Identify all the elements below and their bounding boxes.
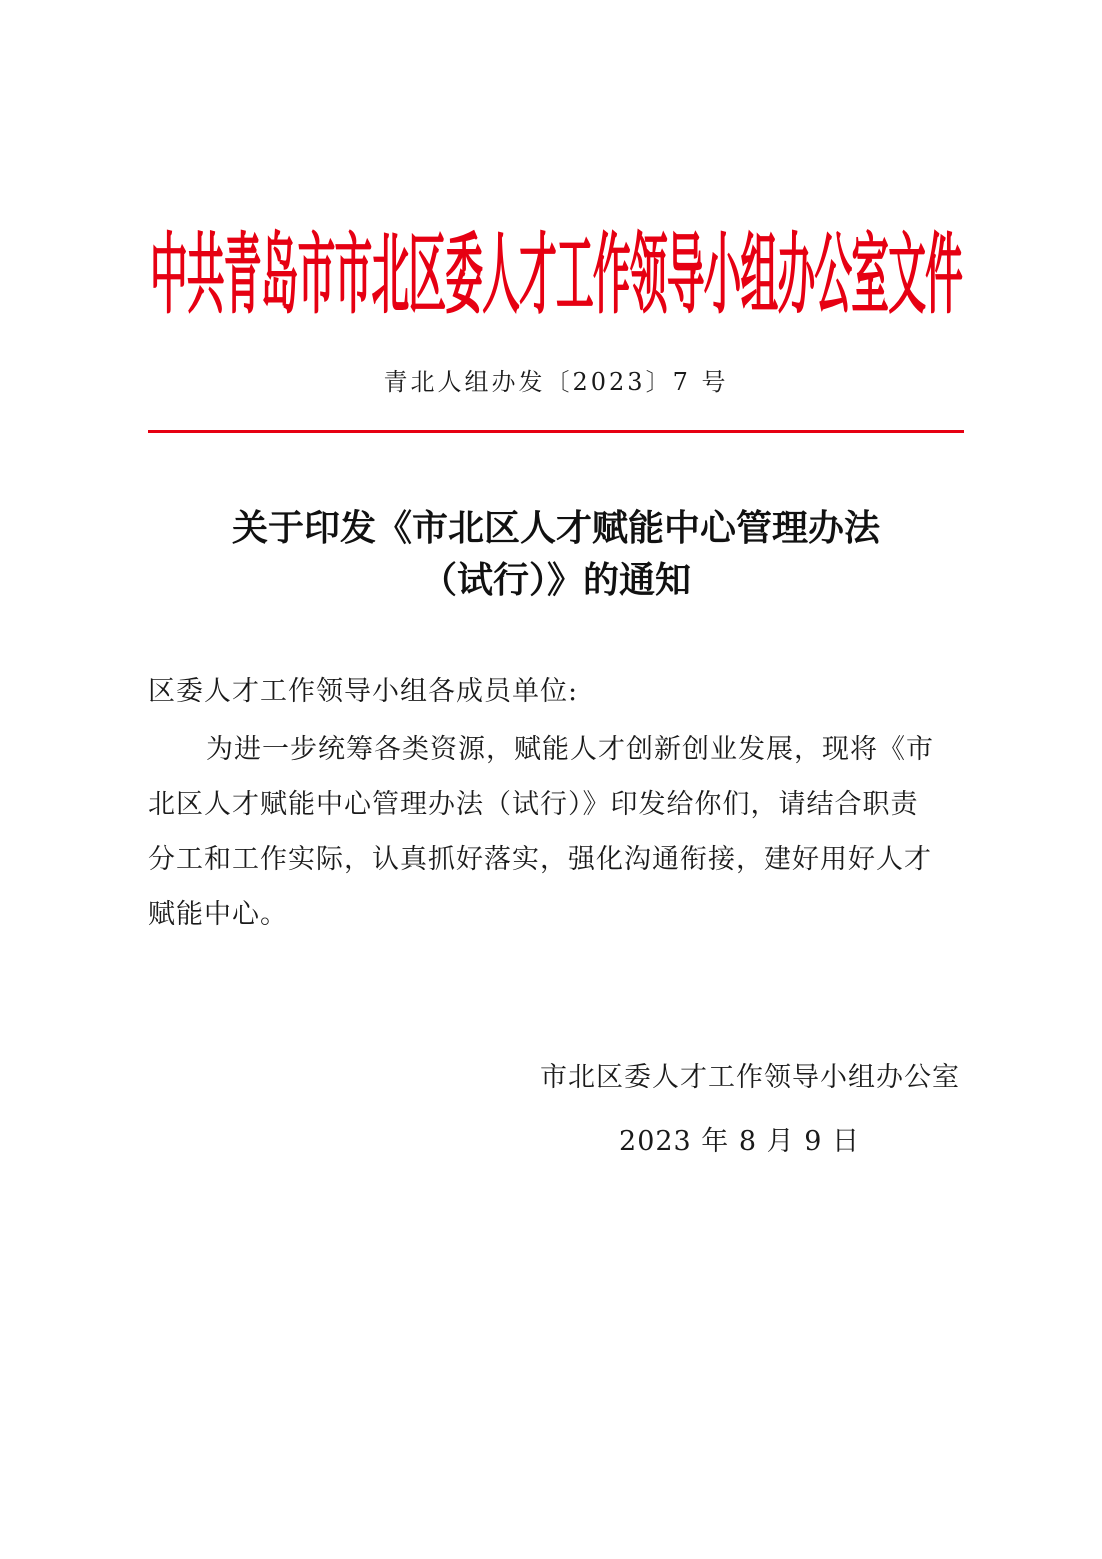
body-line-3: 分工和工作实际，认真抓好落实，强化沟通衔接，建好用好人才 — [148, 844, 932, 875]
document-number: 青北人组办发〔2023〕7 号 — [383, 368, 729, 396]
title-line-2: （试行）》的通知 — [420, 559, 691, 601]
red-masthead — [148, 212, 964, 322]
salutation: 区委人才工作领导小组各成员单位: — [148, 676, 579, 707]
body-paragraph — [148, 722, 964, 942]
masthead-title: 中共青岛市市北区委人才工作领导小组办公室文件 — [149, 225, 963, 322]
issue-date: 2023 年 8 月 9 日 — [619, 1126, 860, 1157]
body-line-4: 赋能中心。 — [148, 899, 288, 930]
red-divider-line — [148, 430, 964, 433]
body-line-2: 北区人才赋能中心管理办法（试行）》印发给你们，请结合职责 — [148, 789, 919, 820]
body-line-1: 为进一步统筹各类资源，赋能人才创新创业发展，现将《市 — [206, 734, 934, 765]
signatory: 市北区委人才工作领导小组办公室 — [540, 1062, 960, 1093]
notice-title — [148, 502, 964, 606]
title-line-1: 关于印发《市北区人才赋能中心管理办法 — [231, 507, 880, 549]
